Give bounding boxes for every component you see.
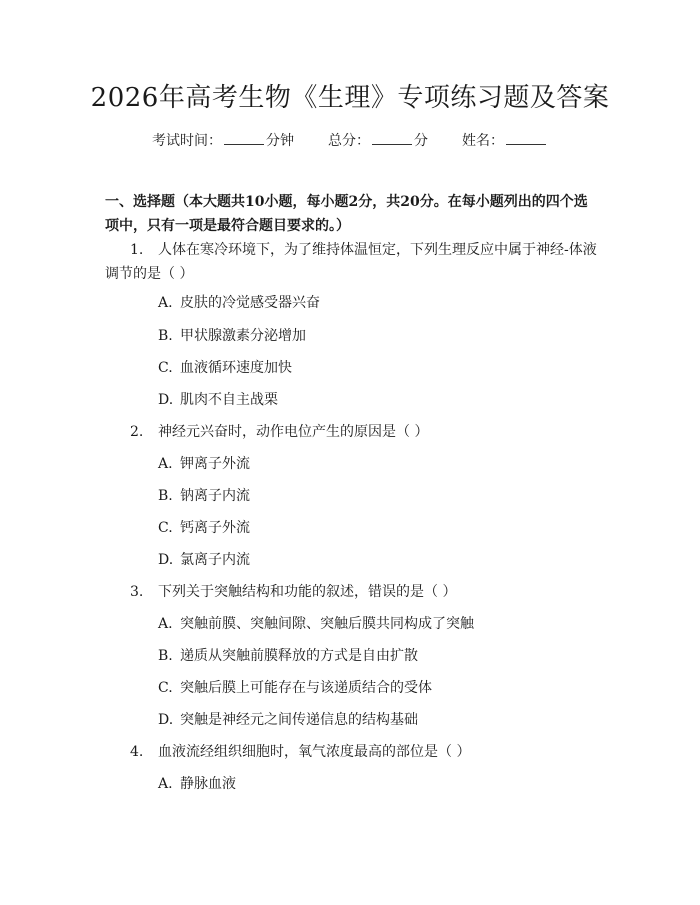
question-4 bbox=[105, 740, 601, 764]
question-text: 下列关于突触结构和功能的叙述，错误的是（ ） bbox=[158, 584, 457, 600]
option-letter: D. bbox=[158, 712, 174, 728]
question-4-option-a[interactable] bbox=[158, 772, 236, 796]
option-text: 突触后膜上可能存在与该递质结合的受体 bbox=[180, 680, 432, 696]
question-number: 4. bbox=[130, 744, 144, 760]
total-score-label: 总分： bbox=[328, 133, 370, 149]
question-2-option-d[interactable] bbox=[158, 548, 250, 572]
exam-info-row bbox=[0, 129, 700, 152]
exam-time-label: 考试时间： bbox=[152, 133, 222, 149]
option-letter: C. bbox=[158, 680, 173, 696]
question-3-option-d[interactable] bbox=[158, 708, 418, 732]
question-text: 人体在寒冷环境下，为了维持体温恒定，下列生理反应中属于神经-体液调节的是（ ） bbox=[105, 242, 597, 282]
option-letter: C. bbox=[158, 360, 173, 376]
option-text: 皮肤的冷觉感受器兴奋 bbox=[180, 295, 320, 311]
option-letter: A. bbox=[158, 456, 173, 472]
total-score-field bbox=[328, 129, 428, 152]
student-name-label: 姓名： bbox=[462, 133, 504, 149]
question-text: 神经元兴奋时，动作电位产生的原因是（ ） bbox=[158, 424, 429, 440]
exam-time-unit: 分钟 bbox=[266, 133, 294, 149]
option-text: 血液循环速度加快 bbox=[180, 360, 292, 376]
question-2-option-c[interactable] bbox=[158, 516, 250, 540]
option-letter: B. bbox=[158, 328, 173, 344]
student-name-blank[interactable] bbox=[506, 129, 546, 145]
exam-time-blank[interactable] bbox=[224, 129, 264, 145]
option-text: 氯离子内流 bbox=[180, 552, 250, 568]
question-2 bbox=[105, 420, 601, 444]
question-2-option-a[interactable] bbox=[158, 452, 250, 476]
option-letter: A. bbox=[158, 616, 173, 632]
question-number: 3. bbox=[130, 584, 144, 600]
question-1 bbox=[105, 238, 601, 286]
option-letter: B. bbox=[158, 488, 173, 504]
total-score-blank[interactable] bbox=[372, 129, 412, 145]
exam-time-field bbox=[152, 129, 294, 152]
question-1-option-d[interactable] bbox=[158, 388, 278, 412]
option-letter: D. bbox=[158, 552, 174, 568]
option-letter: C. bbox=[158, 520, 173, 536]
option-text: 钙离子外流 bbox=[180, 520, 250, 536]
option-text: 突触是神经元之间传递信息的结构基础 bbox=[180, 712, 418, 728]
question-1-option-c[interactable] bbox=[158, 356, 292, 380]
question-2-option-b[interactable] bbox=[158, 484, 250, 508]
student-name-field bbox=[462, 129, 548, 152]
option-letter: A. bbox=[158, 295, 173, 311]
option-text: 突触前膜、突触间隙、突触后膜共同构成了突触 bbox=[180, 616, 474, 632]
question-3 bbox=[105, 580, 601, 604]
option-text: 肌肉不自主战栗 bbox=[180, 392, 278, 408]
option-text: 钾离子外流 bbox=[180, 456, 250, 472]
section-heading: 一、选择题（本大题共10小题，每小题2分，共20分。在每小题列出的四个选项中，只有一项是最符合题目要求的。） bbox=[105, 194, 588, 234]
option-letter: B. bbox=[158, 648, 173, 664]
option-text: 递质从突触前膜释放的方式是自由扩散 bbox=[180, 648, 418, 664]
question-3-option-a[interactable] bbox=[158, 612, 474, 636]
question-text: 血液流经组织细胞时，氧气浓度最高的部位是（ ） bbox=[158, 744, 471, 760]
option-text: 静脉血液 bbox=[180, 776, 236, 792]
option-text: 钠离子内流 bbox=[180, 488, 250, 504]
option-letter: D. bbox=[158, 392, 174, 408]
question-1-option-b[interactable] bbox=[158, 324, 306, 348]
question-3-option-c[interactable] bbox=[158, 676, 432, 700]
question-3-option-b[interactable] bbox=[158, 644, 418, 668]
page-title: 2026年高考生物《生理》专项练习题及答案 bbox=[90, 83, 610, 113]
option-text: 甲状腺激素分泌增加 bbox=[180, 328, 306, 344]
option-letter: A. bbox=[158, 776, 173, 792]
question-number: 2. bbox=[130, 424, 144, 440]
question-1-option-a[interactable] bbox=[158, 291, 320, 315]
question-number: 1. bbox=[130, 242, 144, 258]
total-score-unit: 分 bbox=[414, 133, 428, 149]
